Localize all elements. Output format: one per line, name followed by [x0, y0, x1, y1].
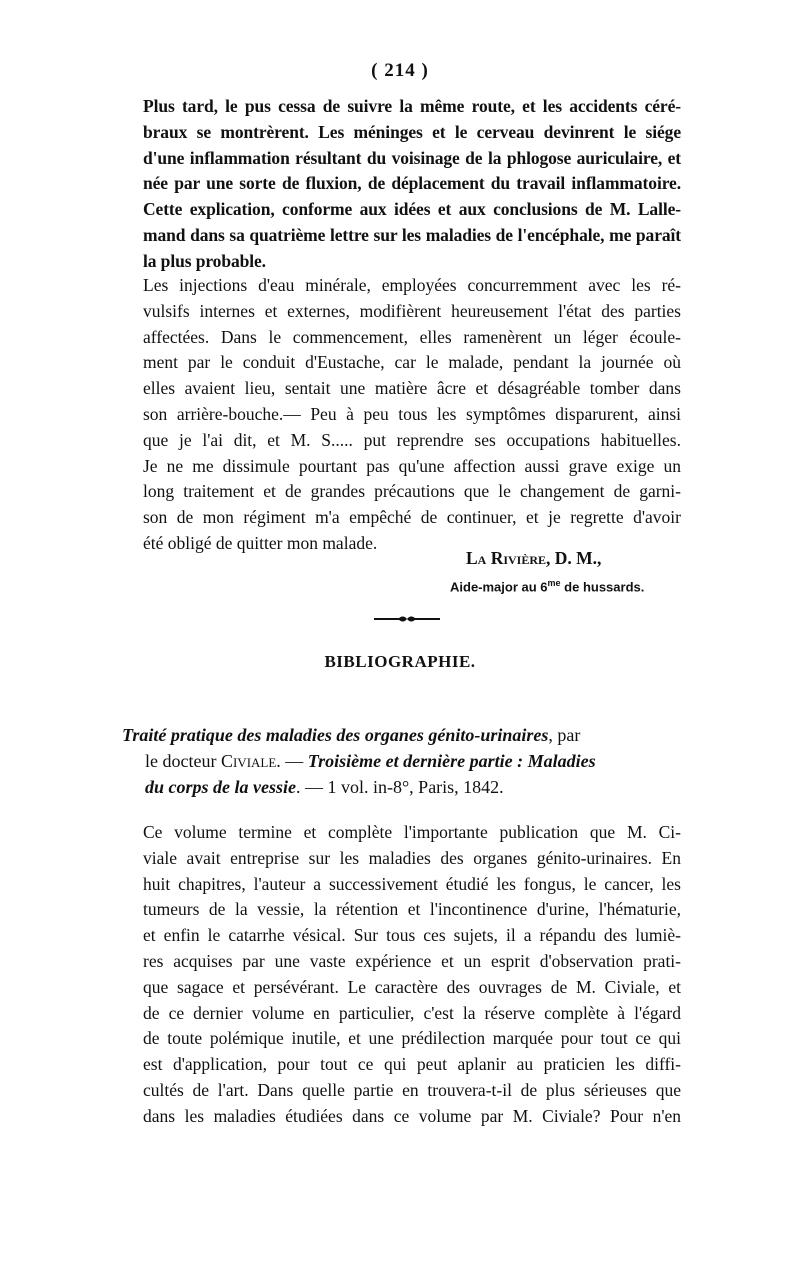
book-subtitle: Troisième et dernière partie : Maladies [307, 751, 596, 771]
text-line: que sagace et persévérant. Le caractère des ouvrages de M. Civiale, et [143, 976, 681, 997]
author-signature [450, 545, 690, 599]
book-subtitle-cont: du corps de la vessie [145, 777, 296, 797]
text-line: Je ne me dissimule pourtant pas qu'une affection aussi grave exige un [143, 455, 681, 476]
text-line: son arrière-bouche.— Peu à peu tous les symptômes disparurent, ainsi [143, 403, 681, 424]
text-line: long traitement et de grandes précautions que le changement de garni- [143, 481, 681, 502]
text-line: est d'application, pour tout ce qui peut aplanir au praticien les diffi- [143, 1054, 681, 1075]
text-line: res acquises par une vaste expérience et un esprit d'observation prati- [143, 950, 681, 971]
book-title-after: , par [548, 725, 581, 745]
review-title-line-2 [122, 748, 682, 774]
text-line: cultés de l'art. Dans quelle partie en trouvera-t-il de plus sérieuses que [143, 1079, 681, 1100]
signature-role [450, 571, 690, 599]
text-line: elles avaient lieu, sentait une matière âcre et désagréable tomber dans [143, 378, 681, 399]
section-heading: BIBLIOGRAPHIE. [324, 652, 476, 671]
text-line: d'une inflammation résultant du voisinage de la phlogose auriculaire, et [143, 147, 681, 168]
author-separator: . — [276, 751, 308, 771]
review-title [122, 722, 682, 800]
signature-role-sup: me [547, 578, 561, 588]
text-line: que je l'ai dit, et M. S..... put reprendre ses occupations habituelles. [143, 429, 681, 450]
text-line: mand dans sa quatrième lettre sur les maladies de l'encéphale, me paraît [143, 224, 681, 245]
text-line: de ce dernier volume en particulier, c'est la réserve complète à l'égard [143, 1002, 681, 1023]
signature-name-text: La Rivière, D. M., [466, 548, 602, 568]
page-number: ( 214 ) [371, 60, 429, 81]
text-line: Ce volume termine et complète l'importante publication que M. Ci- [143, 822, 681, 842]
ornamental-divider [372, 612, 442, 626]
text-line: affectées. Dans le commencement, elles ramenèrent un léger écoule- [143, 326, 681, 347]
text-line: la plus probable. [143, 250, 266, 271]
book-title: Traité pratique des maladies des organes génito-urinaires [122, 725, 549, 745]
text-line: viale avait entreprise sur les maladies des organes génito-urinaires. En [143, 847, 681, 868]
review-title-line-3 [122, 774, 682, 800]
text-line: Cette explication, conforme aux idées et aux conclusions de M. Lalle- [143, 199, 681, 220]
text-line: Les injections d'eau minérale, employées concurremment avec les ré- [143, 275, 681, 295]
author-prefix: le docteur [145, 751, 221, 771]
text-line: ment par le conduit d'Eustache, car le malade, pendant la journée où [143, 352, 681, 373]
paragraph-1 [143, 94, 681, 275]
text-line: été obligé de quitter mon malade. [143, 532, 378, 553]
signature-role-suffix: de hussards. [560, 579, 645, 595]
text-line: vulsifs internes et externes, modifièrent heureusement l'état des parties [143, 300, 681, 321]
text-line: de toute polémique inutile, et une prédilection marquée pour tout ce qui [143, 1028, 681, 1049]
text-line: tumeurs de la vessie, la rétention et l'incontinence d'urine, l'hématurie, [143, 899, 681, 920]
text-line: huit chapitres, l'auteur a successivement étudié les fongus, le cancer, les [143, 873, 681, 894]
signature-role-prefix: Aide-major au 6 [450, 579, 548, 595]
paragraph-3 [143, 820, 681, 1130]
text-line: Plus tard, le pus cessa de suivre la même route, et les accidents céré- [143, 96, 681, 116]
text-line: braux se montrèrent. Les méninges et le cerveau devinrent le siége [143, 121, 681, 142]
text-line: née par une sorte de fluxion, de déplacement du travail inflammatoire. [143, 173, 681, 194]
text-line: dans les maladies étudiées dans ce volume par M. Civiale? Pour n'en [143, 1105, 681, 1126]
paragraph-2 [143, 273, 681, 557]
signature-name [450, 545, 690, 571]
publication-info: . — 1 vol. in-8°, Paris, 1842. [295, 777, 504, 797]
review-title-line-1 [122, 722, 682, 748]
book-author: Civiale [220, 751, 277, 771]
text-line: et enfin le catarrhe vésical. Sur tous ces sujets, il a répandu des lumiè- [143, 925, 681, 946]
text-line: son de mon régiment m'a empêché de continuer, et je regrette d'avoir [143, 507, 681, 528]
